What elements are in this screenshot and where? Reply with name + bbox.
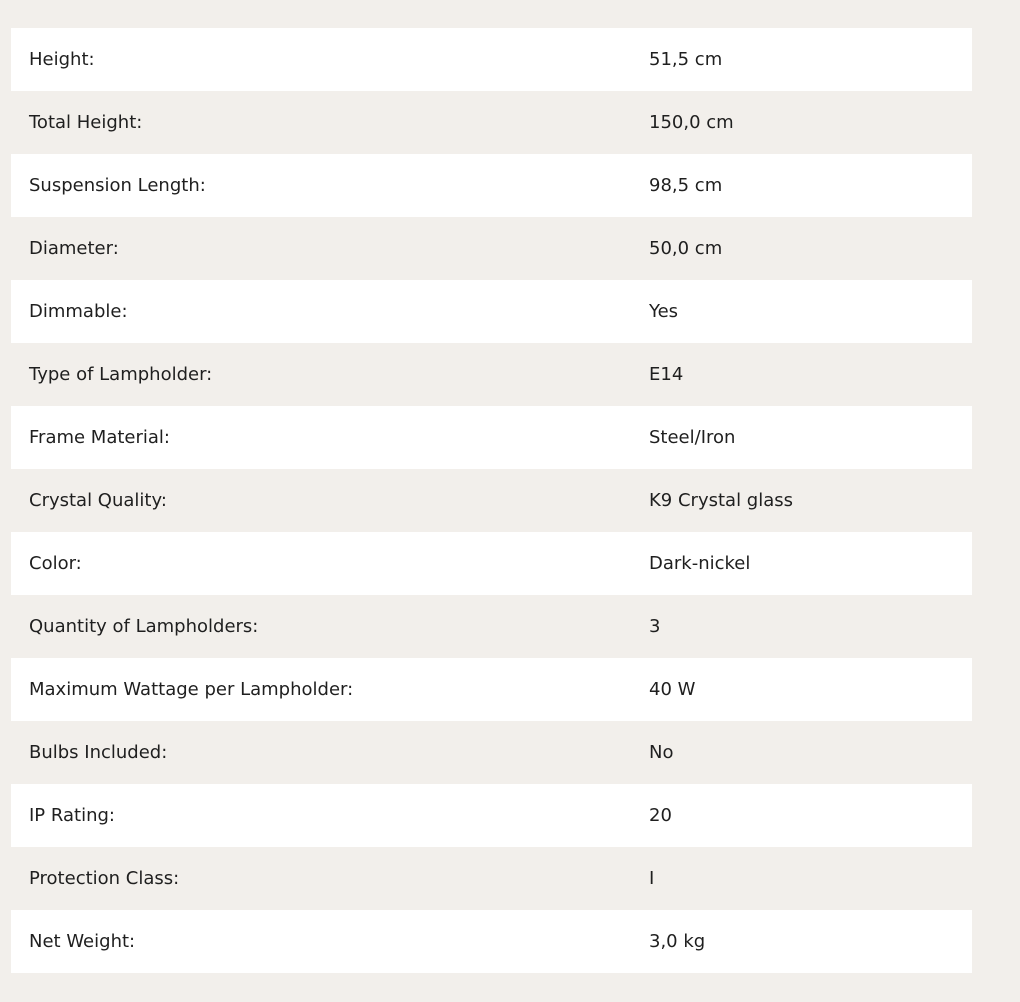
spec-value: 3 xyxy=(649,615,661,637)
spec-row-bulbs-included xyxy=(11,721,972,784)
spec-label: Color: xyxy=(29,552,82,574)
spec-row-ip-rating xyxy=(11,784,972,847)
spec-label: Crystal Quality: xyxy=(29,489,167,511)
specifications-table xyxy=(11,28,972,973)
spec-value: I xyxy=(649,867,655,889)
spec-label: Net Weight: xyxy=(29,930,136,952)
spec-value: 40 W xyxy=(649,678,696,700)
spec-value: 50,0 cm xyxy=(649,237,723,259)
spec-label: Protection Class: xyxy=(29,867,180,889)
spec-value: 51,5 cm xyxy=(649,48,723,70)
spec-row-total-height xyxy=(11,91,972,154)
spec-row-maximum-wattage xyxy=(11,658,972,721)
spec-label: Dimmable: xyxy=(29,300,128,322)
spec-value: Dark-nickel xyxy=(649,552,751,574)
spec-label: Maximum Wattage per Lampholder: xyxy=(29,678,354,700)
spec-label: Diameter: xyxy=(29,237,119,259)
spec-value: 3,0 kg xyxy=(649,930,706,952)
spec-row-diameter xyxy=(11,217,972,280)
spec-label: IP Rating: xyxy=(29,804,115,826)
spec-row-frame-material xyxy=(11,406,972,469)
spec-row-crystal-quality xyxy=(11,469,972,532)
spec-label: Quantity of Lampholders: xyxy=(29,615,259,637)
spec-row-suspension-length xyxy=(11,154,972,217)
spec-label: Bulbs Included: xyxy=(29,741,168,763)
spec-value: Steel/Iron xyxy=(649,426,736,448)
spec-label: Height: xyxy=(29,48,95,70)
spec-value: E14 xyxy=(649,363,684,385)
spec-row-protection-class xyxy=(11,847,972,910)
spec-row-lampholder-quantity xyxy=(11,595,972,658)
spec-label: Suspension Length: xyxy=(29,174,206,196)
spec-value: 98,5 cm xyxy=(649,174,723,196)
spec-row-lampholder-type xyxy=(11,343,972,406)
spec-value: No xyxy=(649,741,674,763)
spec-row-net-weight xyxy=(11,910,972,973)
spec-row-height xyxy=(11,28,972,91)
spec-label: Type of Lampholder: xyxy=(29,363,213,385)
spec-label: Frame Material: xyxy=(29,426,170,448)
spec-value: Yes xyxy=(649,300,679,322)
spec-value: 20 xyxy=(649,804,672,826)
spec-label: Total Height: xyxy=(29,111,143,133)
spec-row-color xyxy=(11,532,972,595)
spec-value: K9 Crystal glass xyxy=(649,489,793,511)
spec-value: 150,0 cm xyxy=(649,111,734,133)
spec-row-dimmable xyxy=(11,280,972,343)
